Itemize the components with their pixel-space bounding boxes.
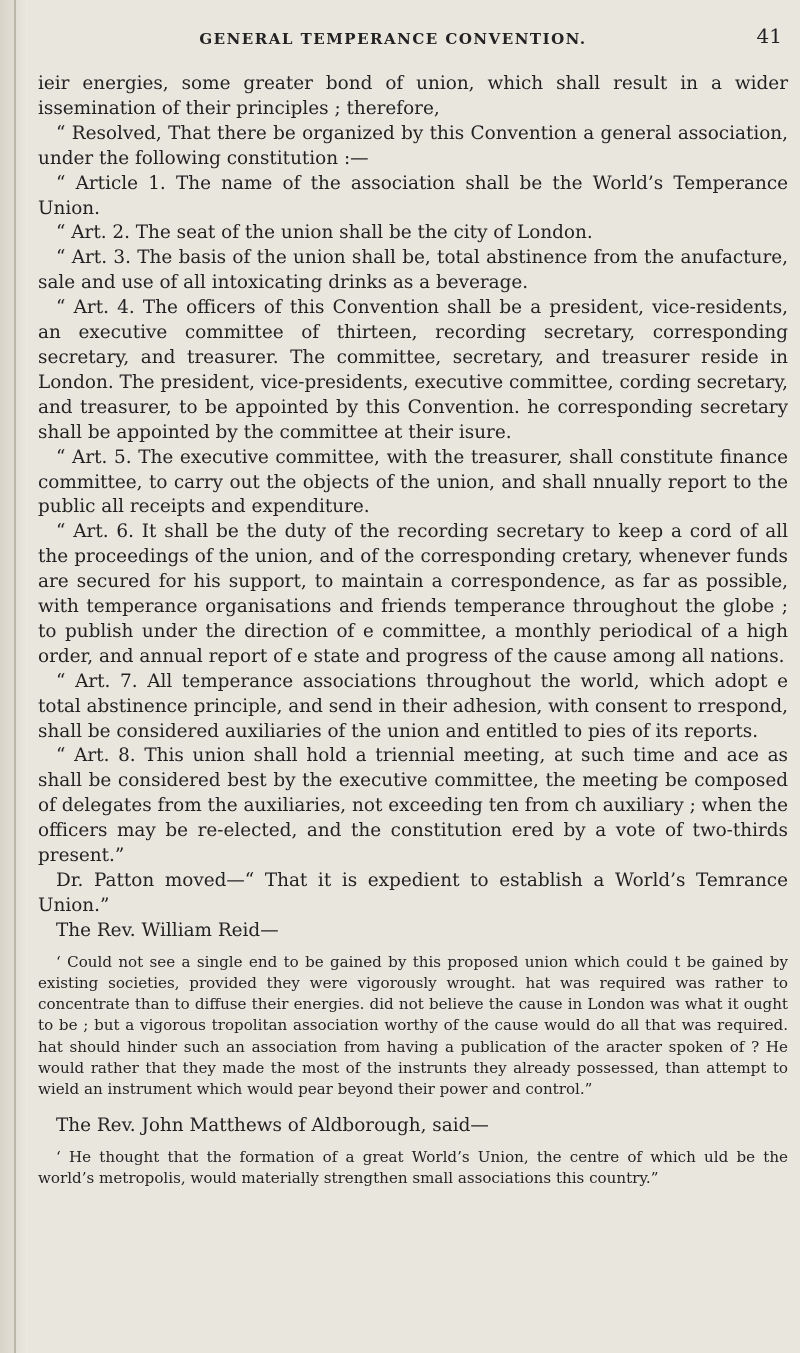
paragraph-article-8: “ Art. 8. This union shall hold a triennial meeting, at such time and ace as shall be considered best by the executive committee, the meeting be composed of delegates from the auxiliaries, not exceeding ten from ch auxiliary ; when the officers may be re-elected, and the constitution ered by a vote of two-thirds present.”	[38, 745, 788, 867]
paragraph-article-5: “ Art. 5. The executive committee, with the treasurer, shall constitute finance committee, to carry out the objects of the union, and shall nnually report to the public all receipts and expenditure.	[38, 446, 788, 518]
quote-matthews: ‘ He thought that the formation of a great World’s Union, the centre of which uld be the world’s metropolis, would materially strengthen small associations this country.”	[38, 1148, 788, 1188]
paragraph-resolved: “ Resolved, That there be organized by this Convention a general association, under the following constitution :—	[38, 122, 788, 169]
quote-reid: ‘ Could not see a single end to be gained by this proposed union which could t be gained by existing societies, provided they were vigorously wrought. hat was required was rather to concentrate than to diffuse their energies. did not believe the cause in London was what it ought to be ; but a vigorous tropolitan association worthy of the cause would do all that was required. hat should hinder such an association from having a publication of the aracter spoken of ? He would rather that they made the most of the instrunts they already possessed, than attempt to wield an instrument which would pear beyond their power and control.”	[38, 952, 788, 1098]
paragraph-dr-patton: Dr. Patton moved—“ That it is expedient to establish a World’s Temrance Union.”	[38, 870, 788, 916]
paragraph-article-2: “ Art. 2. The seat of the union shall be the city of London.	[56, 222, 593, 244]
page-number: 41	[756, 24, 782, 48]
running-title: GENERAL TEMPERANCE CONVENTION.	[199, 30, 587, 48]
book-binding-edge	[0, 0, 28, 1353]
paragraph-rev-reid: The Rev. William Reid—	[56, 919, 279, 941]
paragraph-article-3: “ Art. 3. The basis of the union shall be, total abstinence from the anufacture, sale and use of all intoxicating drinks as a beverage.	[38, 247, 788, 294]
paragraph-article-7: “ Art. 7. All temperance associations throughout the world, which adopt e total abstinence principle, and send in their adhesion, with consent to rrespond, shall be considered auxiliaries of the union and entitled to pies of its reports.	[38, 670, 788, 742]
paragraph-preamble: ieir energies, some greater bond of union, which shall result in a wider issemination of their principles ; therefore,	[38, 73, 788, 119]
running-header	[38, 24, 788, 72]
book-page	[38, 0, 788, 1353]
paragraph-article-6: “ Art. 6. It shall be the duty of the recording secretary to keep a cord of all the proceedings of the union, and of the corresponding cretary, whenever funds are secured for his support, to maintain a correspondence, as far as possible, with temperance organisations and friends temperance throughout the globe ; to publish under the direction of e committee, a monthly periodical of a high order, and annual report of e state and progress of the cause among all nations.	[38, 521, 788, 667]
paragraph-article-1: “ Article 1. The name of the association shall be the World’s Temperance Union.	[38, 172, 788, 219]
paragraph-rev-matthews: The Rev. John Matthews of Aldborough, said—	[56, 1115, 489, 1137]
body-text	[38, 72, 788, 1189]
paragraph-article-4: “ Art. 4. The officers of this Convention shall be a president, vice-residents, an executive committee of thirteen, recording secretary, corresponding secretary, and treasurer. The committee, secretary, and treasurer reside in London. The president, vice-presidents, executive committee, cording secretary, and treasurer, to be appointed by this Convention. he corresponding secretary shall be appointed by the committee at their isure.	[38, 297, 788, 443]
